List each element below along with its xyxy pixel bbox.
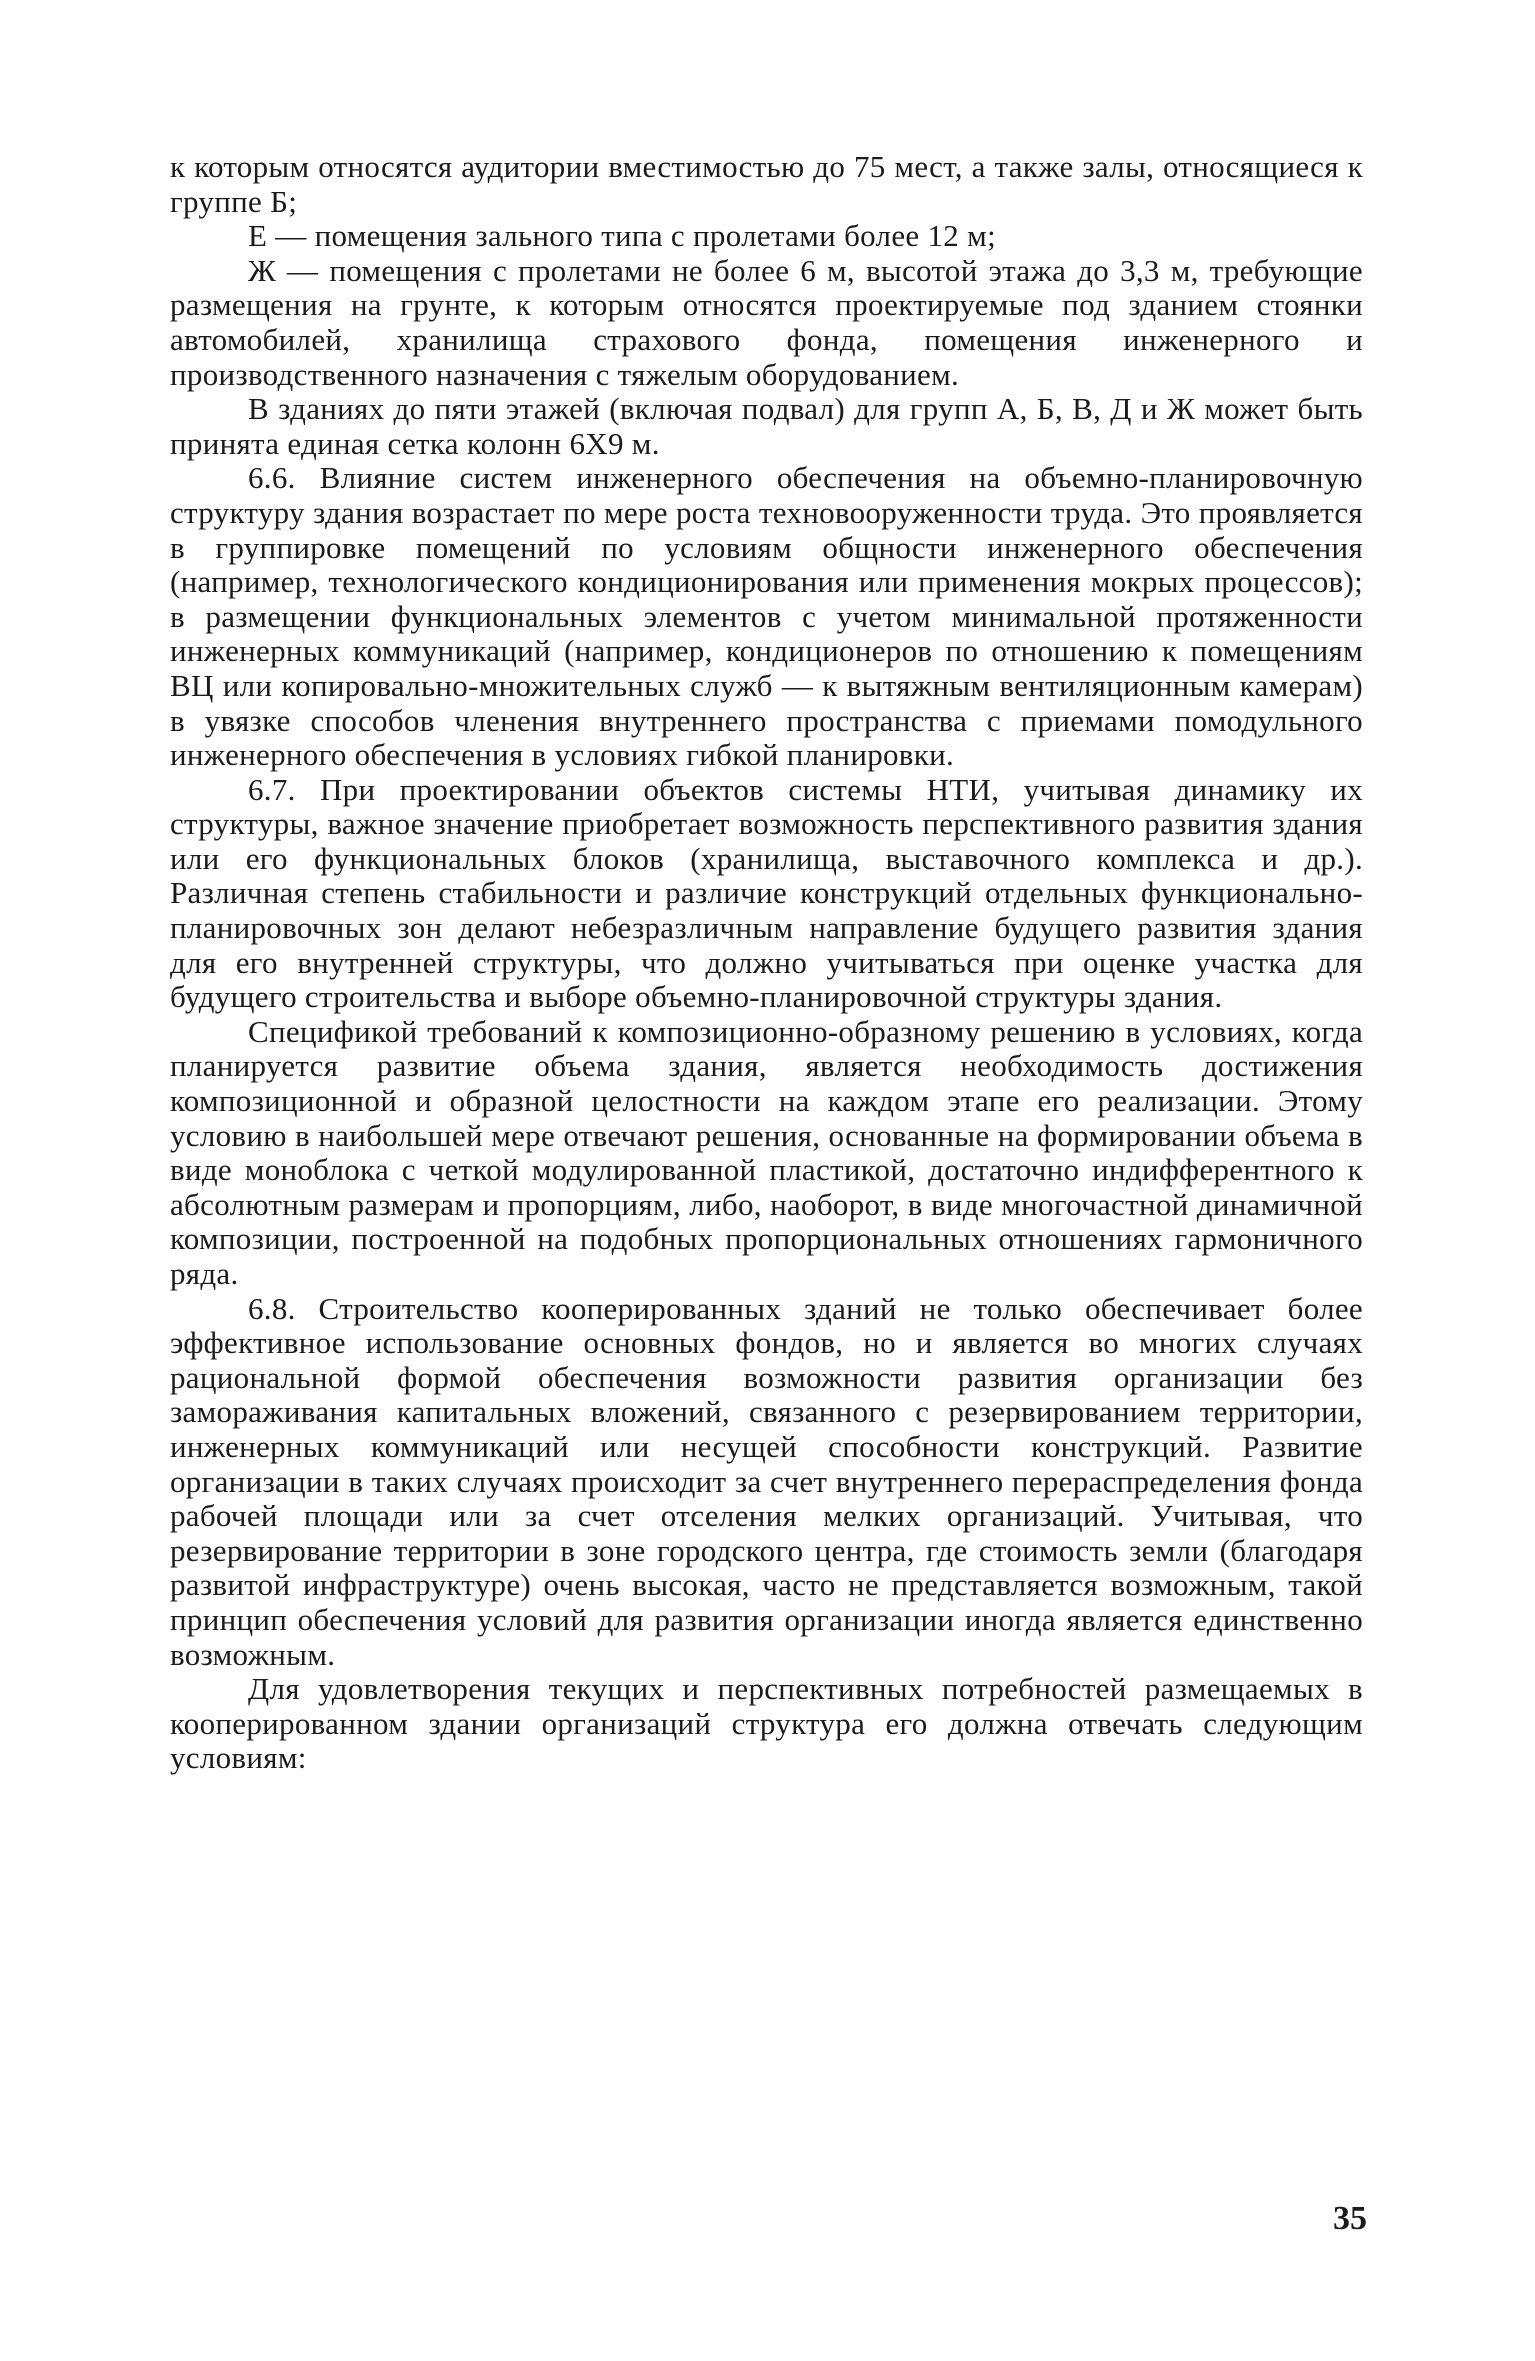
paragraph-5: 6.6. Влияние систем инженерного обеспечения на объемно-планировочную структуру здания возрастает по мере роста техновооруженности труда. Это проявляется в группировке помещений по условиям общности инженерного обеспечения (например, технологического кондиционирования или применения мокрых процессов); в размещении функциональных элементов с учетом минимальной протяженности инженерных коммуникаций (например, кондиционеров по отношению к помещениям ВЦ или копировально-множительных служб — к вытяжным вентиляционным камерам) в увязке способов членения внутреннего пространства с приемами помодульного инженерного обеспечения в условиях гибкой планировки. (170, 460, 1363, 773)
paragraph-2: Е — помещения зального типа с пролетами более 12 м; (248, 218, 996, 254)
paragraph-4: В зданиях до пяти этажей (включая подвал) для групп А, Б, В, Д и Ж может быть принята единая сетка колонн 6Х9 м. (170, 391, 1363, 461)
paragraph-3: Ж — помещения с пролетами не более 6 м, высотой этажа до 3,3 м, требующие размещения на грунте, к которым относятся проектируемые под зданием стоянки автомобилей, хранилища страхового фонда, помещения инженерного и производственного назначения с тяжелым оборудованием. (170, 252, 1363, 392)
paragraph-1: к которым относятся аудитории вместимостью до 75 мест, а также залы, относящиеся к группе Б; (170, 149, 1363, 219)
page-body (170, 150, 1363, 1776)
paragraph-7: Спецификой требований к композиционно-образному решению в условиях, когда планируется развитие объема здания, является необходимость достижения композиционной и образной целостности на каждом этапе его реализации. Этому условию в наибольшей мере отвечают решения, основанные на формировании объема в виде моноблока с четкой модулированной пластикой, достаточно индифферентного к абсолютным размерам и пропорциям, либо, наоборот, в виде многочастной динамичной композиции, построенной на подобных пропорциональных отношениях гармоничного ряда. (170, 1013, 1363, 1291)
paragraph-9: Для удовлетворения текущих и перспективных потребностей размещаемых в кооперированном здании организаций структура его должна отвечать следующим условиям: (170, 1671, 1363, 1776)
paragraph-8: 6.8. Строительство кооперированных зданий не только обеспечивает более эффективное использование основных фондов, но и является во многих случаях рациональной формой обеспечения возможности развития организации без замораживания капитальных вложений, связанного с резервированием территории, инженерных коммуникаций или несущей способности конструкций. Развитие организации в таких случаях происходит за счет внутреннего перераспределения фонда рабочей площади или за счет отселения мелких организаций. Учитывая, что резервирование территории в зоне городского центра, где стоимость земли (благодаря развитой инфраструктуре) очень высокая, часто не представляется возможным, такой принцип обеспечения условий для развития организации иногда является единственно возможным. (170, 1290, 1363, 1672)
page-number: 35 (1333, 2200, 1367, 2237)
paragraph-6: 6.7. При проектировании объектов системы НТИ, учитывая динамику их структуры, важное значение приобретает возможность перспективного развития здания или его функциональных блоков (хранилища, выставочного комплекса и др.). Различная степень стабильности и различие конструкций отдельных функционально-планировочных зон делают небезразличным направление будущего развития здания для его внутренней структуры, что должно учитываться при оценке участка для будущего строительства и выборе объемно-планировочной структуры здания. (170, 771, 1363, 1015)
